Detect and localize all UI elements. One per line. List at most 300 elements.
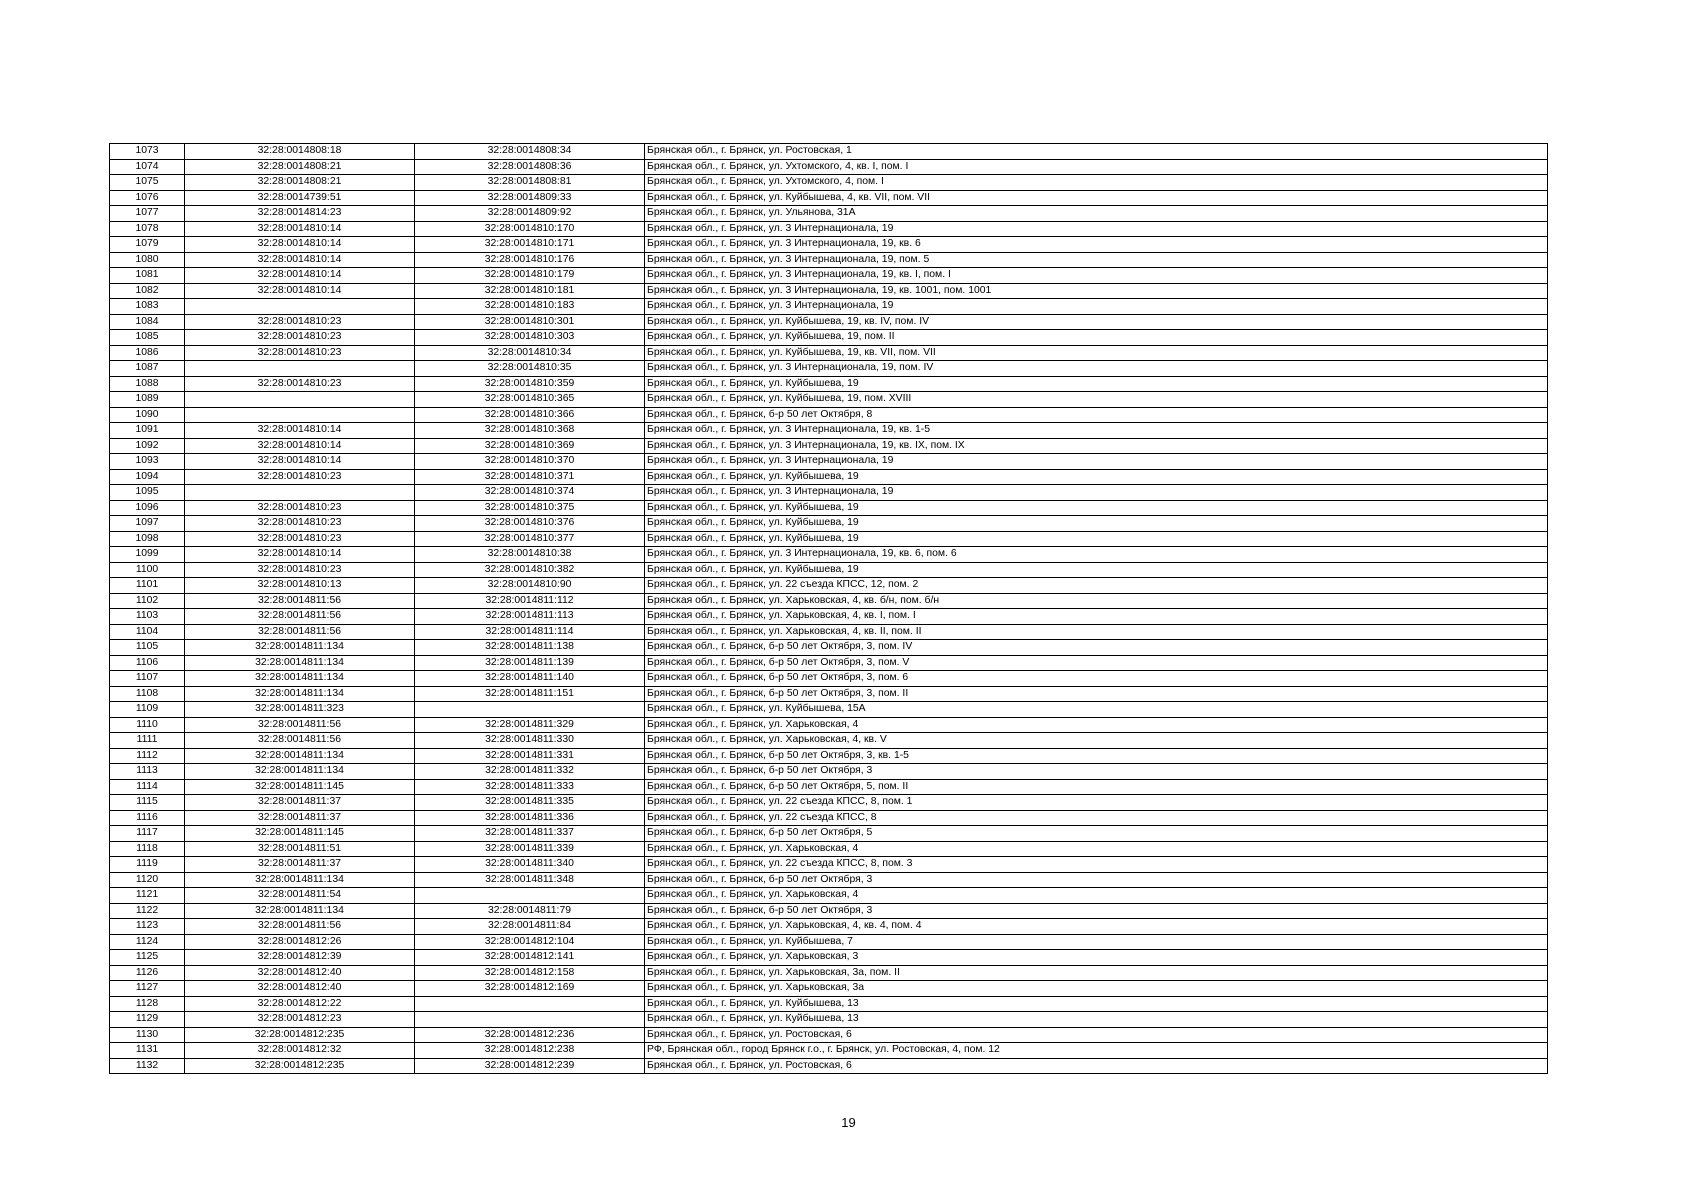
table-row (110, 500, 1548, 516)
object-cadastral-number-cell: 32:28:0014810:183 (415, 299, 645, 315)
row-number-cell: 1131 (110, 1043, 185, 1059)
table-row (110, 779, 1548, 795)
table-row (110, 702, 1548, 718)
cadastral-number-cell: 32:28:0014808:18 (185, 144, 415, 160)
cadastral-number-cell: 32:28:0014811:51 (185, 841, 415, 857)
row-number-cell: 1107 (110, 671, 185, 687)
address-cell: Брянская обл., г. Брянск, ул. Харьковская, 4 (645, 717, 1548, 733)
address-cell: Брянская обл., г. Брянск, ул. Харьковская, 4 (645, 841, 1548, 857)
table-row (110, 903, 1548, 919)
cadastral-number-cell: 32:28:0014739:51 (185, 190, 415, 206)
object-cadastral-number-cell: 32:28:0014811:330 (415, 733, 645, 749)
table-row (110, 190, 1548, 206)
object-cadastral-number-cell: 32:28:0014811:332 (415, 764, 645, 780)
cadastral-number-cell: 32:28:0014812:39 (185, 950, 415, 966)
cadastral-number-cell: 32:28:0014811:145 (185, 826, 415, 842)
cadastral-number-cell (185, 299, 415, 315)
table-row (110, 748, 1548, 764)
address-cell: Брянская обл., г. Брянск, б-р 50 лет Октября, 3, пом. II (645, 686, 1548, 702)
address-cell: Брянская обл., г. Брянск, ул. 3 Интернационала, 19 (645, 221, 1548, 237)
cadastral-number-cell: 32:28:0014811:145 (185, 779, 415, 795)
address-cell: Брянская обл., г. Брянск, ул. Харьковская, 4, кв. II, пом. II (645, 624, 1548, 640)
cadastral-table (109, 143, 1548, 1074)
cadastral-number-cell: 32:28:0014811:54 (185, 888, 415, 904)
cadastral-number-cell: 32:28:0014808:21 (185, 159, 415, 175)
cadastral-number-cell: 32:28:0014811:134 (185, 748, 415, 764)
object-cadastral-number-cell: 32:28:0014810:359 (415, 376, 645, 392)
cadastral-number-cell: 32:28:0014810:23 (185, 376, 415, 392)
object-cadastral-number-cell: 32:28:0014810:176 (415, 252, 645, 268)
table-row (110, 888, 1548, 904)
table-row (110, 981, 1548, 997)
address-cell: Брянская обл., г. Брянск, ул. Харьковская, 4, кв. 4, пом. 4 (645, 919, 1548, 935)
address-cell: Брянская обл., г. Брянск, ул. Куйбышева, 19 (645, 516, 1548, 532)
address-cell: Брянская обл., г. Брянск, ул. Куйбышева, 19, пом. XVIII (645, 392, 1548, 408)
address-cell: Брянская обл., г. Брянск, ул. Куйбышева, 19, кв. VII, пом. VII (645, 345, 1548, 361)
address-cell: Брянская обл., г. Брянск, ул. Куйбышева, 19 (645, 469, 1548, 485)
row-number-cell: 1094 (110, 469, 185, 485)
table-row (110, 1012, 1548, 1028)
object-cadastral-number-cell: 32:28:0014810:35 (415, 361, 645, 377)
row-number-cell: 1081 (110, 268, 185, 284)
table-row (110, 469, 1548, 485)
object-cadastral-number-cell: 32:28:0014810:370 (415, 454, 645, 470)
address-cell: Брянская обл., г. Брянск, ул. 22 съезда КПСС, 8, пом. 3 (645, 857, 1548, 873)
cadastral-number-cell: 32:28:0014810:23 (185, 500, 415, 516)
table-row (110, 764, 1548, 780)
address-cell: Брянская обл., г. Брянск, б-р 50 лет Октября, 3, пом. V (645, 655, 1548, 671)
row-number-cell: 1132 (110, 1058, 185, 1074)
address-cell: Брянская обл., г. Брянск, ул. Ростовская, 6 (645, 1058, 1548, 1074)
table-row (110, 733, 1548, 749)
row-number-cell: 1085 (110, 330, 185, 346)
object-cadastral-number-cell: 32:28:0014810:38 (415, 547, 645, 563)
object-cadastral-number-cell: 32:28:0014809:33 (415, 190, 645, 206)
object-cadastral-number-cell: 32:28:0014808:81 (415, 175, 645, 191)
object-cadastral-number-cell: 32:28:0014811:329 (415, 717, 645, 733)
table-row (110, 671, 1548, 687)
address-cell: Брянская обл., г. Брянск, ул. Ульянова, 31А (645, 206, 1548, 222)
cadastral-number-cell (185, 361, 415, 377)
cadastral-number-cell: 32:28:0014810:14 (185, 221, 415, 237)
table-row (110, 841, 1548, 857)
address-cell: Брянская обл., г. Брянск, ул. Куйбышева, 13 (645, 1012, 1548, 1028)
address-cell: Брянская обл., г. Брянск, ул. 3 Интернационала, 19, пом. 5 (645, 252, 1548, 268)
cadastral-number-cell: 32:28:0014810:23 (185, 531, 415, 547)
table-body (110, 144, 1548, 1074)
row-number-cell: 1078 (110, 221, 185, 237)
cadastral-number-cell: 32:28:0014810:14 (185, 268, 415, 284)
cadastral-number-cell: 32:28:0014812:26 (185, 934, 415, 950)
object-cadastral-number-cell: 32:28:0014810:90 (415, 578, 645, 594)
cadastral-number-cell: 32:28:0014812:32 (185, 1043, 415, 1059)
table-row (110, 361, 1548, 377)
table-row (110, 934, 1548, 950)
cadastral-number-cell: 32:28:0014810:23 (185, 469, 415, 485)
table-row (110, 857, 1548, 873)
cadastral-number-cell: 32:28:0014810:14 (185, 283, 415, 299)
cadastral-number-cell: 32:28:0014811:56 (185, 717, 415, 733)
object-cadastral-number-cell: 32:28:0014811:340 (415, 857, 645, 873)
cadastral-number-cell: 32:28:0014810:23 (185, 516, 415, 532)
row-number-cell: 1096 (110, 500, 185, 516)
row-number-cell: 1117 (110, 826, 185, 842)
cadastral-number-cell: 32:28:0014811:134 (185, 764, 415, 780)
row-number-cell: 1108 (110, 686, 185, 702)
row-number-cell: 1100 (110, 562, 185, 578)
table-row (110, 547, 1548, 563)
cadastral-number-cell: 32:28:0014810:14 (185, 423, 415, 439)
table-row (110, 345, 1548, 361)
row-number-cell: 1079 (110, 237, 185, 253)
row-number-cell: 1084 (110, 314, 185, 330)
object-cadastral-number-cell (415, 996, 645, 1012)
address-cell: Брянская обл., г. Брянск, ул. Харьковская, 3а, пом. II (645, 965, 1548, 981)
cadastral-number-cell: 32:28:0014811:37 (185, 857, 415, 873)
row-number-cell: 1095 (110, 485, 185, 501)
address-cell: Брянская обл., г. Брянск, ул. Куйбышева, 4, кв. VII, пом. VII (645, 190, 1548, 206)
page-number: 19 (841, 1115, 856, 1130)
object-cadastral-number-cell: 32:28:0014811:348 (415, 872, 645, 888)
table-row (110, 454, 1548, 470)
address-cell: Брянская обл., г. Брянск, ул. 3 Интернационала, 19 (645, 299, 1548, 315)
table-row (110, 609, 1548, 625)
cadastral-number-cell: 32:28:0014812:22 (185, 996, 415, 1012)
object-cadastral-number-cell: 32:28:0014810:376 (415, 516, 645, 532)
row-number-cell: 1125 (110, 950, 185, 966)
object-cadastral-number-cell: 32:28:0014810:179 (415, 268, 645, 284)
object-cadastral-number-cell: 32:28:0014812:169 (415, 981, 645, 997)
table-row (110, 640, 1548, 656)
address-cell: Брянская обл., г. Брянск, ул. 3 Интернационала, 19, кв. 1-5 (645, 423, 1548, 439)
table-row (110, 283, 1548, 299)
object-cadastral-number-cell: 32:28:0014811:331 (415, 748, 645, 764)
cadastral-number-cell: 32:28:0014811:134 (185, 903, 415, 919)
table-row (110, 919, 1548, 935)
row-number-cell: 1086 (110, 345, 185, 361)
cadastral-number-cell: 32:28:0014812:40 (185, 965, 415, 981)
row-number-cell: 1102 (110, 593, 185, 609)
address-cell: Брянская обл., г. Брянск, ул. Куйбышева, 19 (645, 500, 1548, 516)
table-row (110, 392, 1548, 408)
object-cadastral-number-cell: 32:28:0014811:138 (415, 640, 645, 656)
object-cadastral-number-cell: 32:28:0014812:238 (415, 1043, 645, 1059)
object-cadastral-number-cell: 32:28:0014810:34 (415, 345, 645, 361)
row-number-cell: 1091 (110, 423, 185, 439)
table-row (110, 159, 1548, 175)
table-row (110, 175, 1548, 191)
row-number-cell: 1116 (110, 810, 185, 826)
address-cell: Брянская обл., г. Брянск, ул. Харьковская, 4, кв. I, пом. I (645, 609, 1548, 625)
row-number-cell: 1083 (110, 299, 185, 315)
address-cell: Брянская обл., г. Брянск, ул. Ростовская, 6 (645, 1027, 1548, 1043)
object-cadastral-number-cell: 32:28:0014810:365 (415, 392, 645, 408)
table-row (110, 872, 1548, 888)
row-number-cell: 1126 (110, 965, 185, 981)
object-cadastral-number-cell: 32:28:0014811:335 (415, 795, 645, 811)
cadastral-number-cell: 32:28:0014810:14 (185, 454, 415, 470)
table-row (110, 593, 1548, 609)
object-cadastral-number-cell: 32:28:0014810:382 (415, 562, 645, 578)
cadastral-number-cell: 32:28:0014810:23 (185, 330, 415, 346)
address-cell: Брянская обл., г. Брянск, ул. 3 Интернационала, 19 (645, 485, 1548, 501)
object-cadastral-number-cell: 32:28:0014812:158 (415, 965, 645, 981)
object-cadastral-number-cell: 32:28:0014811:337 (415, 826, 645, 842)
address-cell: Брянская обл., г. Брянск, ул. Куйбышева, 19, кв. IV, пом. IV (645, 314, 1548, 330)
object-cadastral-number-cell: 32:28:0014810:375 (415, 500, 645, 516)
address-cell: Брянская обл., г. Брянск, б-р 50 лет Октября, 5, пом. II (645, 779, 1548, 795)
cadastral-number-cell: 32:28:0014811:134 (185, 671, 415, 687)
row-number-cell: 1106 (110, 655, 185, 671)
row-number-cell: 1080 (110, 252, 185, 268)
row-number-cell: 1129 (110, 1012, 185, 1028)
address-cell: Брянская обл., г. Брянск, ул. Ухтомского, 4, кв. I, пом. I (645, 159, 1548, 175)
object-cadastral-number-cell (415, 702, 645, 718)
address-cell: Брянская обл., г. Брянск, ул. Харьковская, 3а (645, 981, 1548, 997)
table-row (110, 144, 1548, 160)
row-number-cell: 1114 (110, 779, 185, 795)
object-cadastral-number-cell: 32:28:0014810:301 (415, 314, 645, 330)
address-cell: Брянская обл., г. Брянск, ул. Куйбышева, 13 (645, 996, 1548, 1012)
table-row (110, 578, 1548, 594)
object-cadastral-number-cell: 32:28:0014810:171 (415, 237, 645, 253)
address-cell: Брянская обл., г. Брянск, ул. Харьковская, 4, кв. б/н, пом. б/н (645, 593, 1548, 609)
object-cadastral-number-cell: 32:28:0014811:114 (415, 624, 645, 640)
address-cell: Брянская обл., г. Брянск, ул. 3 Интернационала, 19 (645, 454, 1548, 470)
cadastral-number-cell: 32:28:0014811:56 (185, 593, 415, 609)
object-cadastral-number-cell: 32:28:0014810:371 (415, 469, 645, 485)
object-cadastral-number-cell: 32:28:0014810:170 (415, 221, 645, 237)
object-cadastral-number-cell: 32:28:0014811:79 (415, 903, 645, 919)
cadastral-number-cell: 32:28:0014810:14 (185, 252, 415, 268)
address-cell: Брянская обл., г. Брянск, ул. Ухтомского, 4, пом. I (645, 175, 1548, 191)
object-cadastral-number-cell: 32:28:0014812:236 (415, 1027, 645, 1043)
table-row (110, 376, 1548, 392)
row-number-cell: 1074 (110, 159, 185, 175)
address-cell: Брянская обл., г. Брянск, б-р 50 лет Октября, 3 (645, 872, 1548, 888)
object-cadastral-number-cell: 32:28:0014810:374 (415, 485, 645, 501)
cadastral-number-cell: 32:28:0014810:23 (185, 345, 415, 361)
table-row (110, 407, 1548, 423)
row-number-cell: 1082 (110, 283, 185, 299)
object-cadastral-number-cell: 32:28:0014811:113 (415, 609, 645, 625)
table-row (110, 996, 1548, 1012)
address-cell: Брянская обл., г. Брянск, б-р 50 лет Октября, 3, кв. 1-5 (645, 748, 1548, 764)
table-row (110, 299, 1548, 315)
object-cadastral-number-cell: 32:28:0014810:377 (415, 531, 645, 547)
object-cadastral-number-cell: 32:28:0014811:339 (415, 841, 645, 857)
address-cell: Брянская обл., г. Брянск, ул. 22 съезда КПСС, 8 (645, 810, 1548, 826)
row-number-cell: 1076 (110, 190, 185, 206)
row-number-cell: 1103 (110, 609, 185, 625)
table-row (110, 330, 1548, 346)
row-number-cell: 1122 (110, 903, 185, 919)
row-number-cell: 1097 (110, 516, 185, 532)
row-number-cell: 1099 (110, 547, 185, 563)
row-number-cell: 1130 (110, 1027, 185, 1043)
address-cell: Брянская обл., г. Брянск, ул. Куйбышева, 7 (645, 934, 1548, 950)
table-row (110, 950, 1548, 966)
object-cadastral-number-cell: 32:28:0014809:92 (415, 206, 645, 222)
cadastral-number-cell: 32:28:0014811:56 (185, 733, 415, 749)
table-row (110, 516, 1548, 532)
row-number-cell: 1101 (110, 578, 185, 594)
object-cadastral-number-cell: 32:28:0014811:139 (415, 655, 645, 671)
cadastral-number-cell: 32:28:0014810:14 (185, 547, 415, 563)
cadastral-number-cell (185, 485, 415, 501)
cadastral-number-cell: 32:28:0014810:14 (185, 438, 415, 454)
table-row (110, 717, 1548, 733)
cadastral-number-cell: 32:28:0014812:235 (185, 1058, 415, 1074)
cadastral-number-cell: 32:28:0014811:56 (185, 919, 415, 935)
address-cell: Брянская обл., г. Брянск, ул. 3 Интернационала, 19, кв. 6, пом. 6 (645, 547, 1548, 563)
row-number-cell: 1121 (110, 888, 185, 904)
cadastral-number-cell: 32:28:0014811:37 (185, 810, 415, 826)
table-row (110, 1058, 1548, 1074)
address-cell: Брянская обл., г. Брянск, ул. Куйбышева, 15А (645, 702, 1548, 718)
row-number-cell: 1115 (110, 795, 185, 811)
address-cell: Брянская обл., г. Брянск, б-р 50 лет Октября, 5 (645, 826, 1548, 842)
object-cadastral-number-cell: 32:28:0014810:303 (415, 330, 645, 346)
object-cadastral-number-cell: 32:28:0014810:369 (415, 438, 645, 454)
table-row (110, 1043, 1548, 1059)
address-cell: Брянская обл., г. Брянск, б-р 50 лет Октября, 3 (645, 764, 1548, 780)
address-cell: Брянская обл., г. Брянск, ул. Куйбышева, 19, пом. II (645, 330, 1548, 346)
table-row (110, 221, 1548, 237)
table-row (110, 268, 1548, 284)
address-cell: Брянская обл., г. Брянск, ул. 3 Интернационала, 19, кв. IX, пом. IX (645, 438, 1548, 454)
object-cadastral-number-cell: 32:28:0014812:104 (415, 934, 645, 950)
object-cadastral-number-cell: 32:28:0014811:140 (415, 671, 645, 687)
address-cell: Брянская обл., г. Брянск, ул. Харьковская, 4 (645, 888, 1548, 904)
address-cell: Брянская обл., г. Брянск, б-р 50 лет Октября, 8 (645, 407, 1548, 423)
row-number-cell: 1128 (110, 996, 185, 1012)
cadastral-number-cell: 32:28:0014811:56 (185, 624, 415, 640)
table-row (110, 655, 1548, 671)
object-cadastral-number-cell: 32:28:0014810:181 (415, 283, 645, 299)
row-number-cell: 1111 (110, 733, 185, 749)
object-cadastral-number-cell: 32:28:0014811:151 (415, 686, 645, 702)
cadastral-number-cell: 32:28:0014811:134 (185, 872, 415, 888)
row-number-cell: 1123 (110, 919, 185, 935)
cadastral-number-cell (185, 407, 415, 423)
row-number-cell: 1073 (110, 144, 185, 160)
table-row (110, 314, 1548, 330)
row-number-cell: 1075 (110, 175, 185, 191)
row-number-cell: 1119 (110, 857, 185, 873)
cadastral-number-cell: 32:28:0014812:40 (185, 981, 415, 997)
address-cell: Брянская обл., г. Брянск, б-р 50 лет Октября, 3 (645, 903, 1548, 919)
address-cell: Брянская обл., г. Брянск, ул. 22 съезда КПСС, 8, пом. 1 (645, 795, 1548, 811)
row-number-cell: 1090 (110, 407, 185, 423)
table-row (110, 252, 1548, 268)
address-cell: РФ, Брянская обл., город Брянск г.о., г. Брянск, ул. Ростовская, 4, пом. 12 (645, 1043, 1548, 1059)
table-row (110, 965, 1548, 981)
address-cell: Брянская обл., г. Брянск, ул. Харьковская, 4, кв. V (645, 733, 1548, 749)
row-number-cell: 1110 (110, 717, 185, 733)
table-row (110, 810, 1548, 826)
address-cell: Брянская обл., г. Брянск, б-р 50 лет Октября, 3, пом. IV (645, 640, 1548, 656)
cadastral-number-cell: 32:28:0014810:13 (185, 578, 415, 594)
object-cadastral-number-cell (415, 888, 645, 904)
cadastral-number-cell: 32:28:0014811:56 (185, 609, 415, 625)
cadastral-number-cell: 32:28:0014811:323 (185, 702, 415, 718)
row-number-cell: 1088 (110, 376, 185, 392)
row-number-cell: 1093 (110, 454, 185, 470)
cadastral-number-cell: 32:28:0014810:14 (185, 237, 415, 253)
table-row (110, 686, 1548, 702)
row-number-cell: 1105 (110, 640, 185, 656)
row-number-cell: 1109 (110, 702, 185, 718)
cadastral-number-cell: 32:28:0014811:134 (185, 655, 415, 671)
address-cell: Брянская обл., г. Брянск, ул. Ростовская, 1 (645, 144, 1548, 160)
cadastral-number-cell (185, 392, 415, 408)
table-row (110, 237, 1548, 253)
address-cell: Брянская обл., г. Брянск, ул. Куйбышева, 19 (645, 531, 1548, 547)
object-cadastral-number-cell: 32:28:0014811:336 (415, 810, 645, 826)
address-cell: Брянская обл., г. Брянск, ул. 3 Интернационала, 19, кв. I, пом. I (645, 268, 1548, 284)
row-number-cell: 1124 (110, 934, 185, 950)
table-row (110, 438, 1548, 454)
row-number-cell: 1120 (110, 872, 185, 888)
address-cell: Брянская обл., г. Брянск, ул. 3 Интернационала, 19, пом. IV (645, 361, 1548, 377)
address-cell: Брянская обл., г. Брянск, ул. 3 Интернационала, 19, кв. 1001, пом. 1001 (645, 283, 1548, 299)
row-number-cell: 1112 (110, 748, 185, 764)
row-number-cell: 1092 (110, 438, 185, 454)
table-row (110, 562, 1548, 578)
address-cell: Брянская обл., г. Брянск, ул. Куйбышева, 19 (645, 376, 1548, 392)
row-number-cell: 1118 (110, 841, 185, 857)
table-row (110, 531, 1548, 547)
cadastral-number-cell: 32:28:0014812:235 (185, 1027, 415, 1043)
table-row (110, 423, 1548, 439)
row-number-cell: 1104 (110, 624, 185, 640)
table-row (110, 624, 1548, 640)
table-row (110, 826, 1548, 842)
row-number-cell: 1089 (110, 392, 185, 408)
object-cadastral-number-cell: 32:28:0014812:239 (415, 1058, 645, 1074)
table-row (110, 485, 1548, 501)
table-row (110, 1027, 1548, 1043)
address-cell: Брянская обл., г. Брянск, ул. Харьковская, 3 (645, 950, 1548, 966)
cadastral-number-cell: 32:28:0014811:134 (185, 640, 415, 656)
address-cell: Брянская обл., г. Брянск, ул. 22 съезда КПСС, 12, пом. 2 (645, 578, 1548, 594)
row-number-cell: 1087 (110, 361, 185, 377)
address-cell: Брянская обл., г. Брянск, ул. Куйбышева, 19 (645, 562, 1548, 578)
object-cadastral-number-cell: 32:28:0014808:36 (415, 159, 645, 175)
object-cadastral-number-cell: 32:28:0014810:366 (415, 407, 645, 423)
cadastral-number-cell: 32:28:0014811:37 (185, 795, 415, 811)
cadastral-number-cell: 32:28:0014812:23 (185, 1012, 415, 1028)
object-cadastral-number-cell: 32:28:0014808:34 (415, 144, 645, 160)
object-cadastral-number-cell: 32:28:0014811:333 (415, 779, 645, 795)
table-row (110, 206, 1548, 222)
address-cell: Брянская обл., г. Брянск, ул. 3 Интернационала, 19, кв. 6 (645, 237, 1548, 253)
row-number-cell: 1077 (110, 206, 185, 222)
cadastral-number-cell: 32:28:0014814:23 (185, 206, 415, 222)
cadastral-number-cell: 32:28:0014811:134 (185, 686, 415, 702)
object-cadastral-number-cell: 32:28:0014810:368 (415, 423, 645, 439)
row-number-cell: 1098 (110, 531, 185, 547)
cadastral-number-cell: 32:28:0014810:23 (185, 314, 415, 330)
row-number-cell: 1127 (110, 981, 185, 997)
table-row (110, 795, 1548, 811)
address-cell: Брянская обл., г. Брянск, б-р 50 лет Октября, 3, пом. 6 (645, 671, 1548, 687)
object-cadastral-number-cell: 32:28:0014811:84 (415, 919, 645, 935)
row-number-cell: 1113 (110, 764, 185, 780)
object-cadastral-number-cell: 32:28:0014812:141 (415, 950, 645, 966)
cadastral-number-cell: 32:28:0014810:23 (185, 562, 415, 578)
